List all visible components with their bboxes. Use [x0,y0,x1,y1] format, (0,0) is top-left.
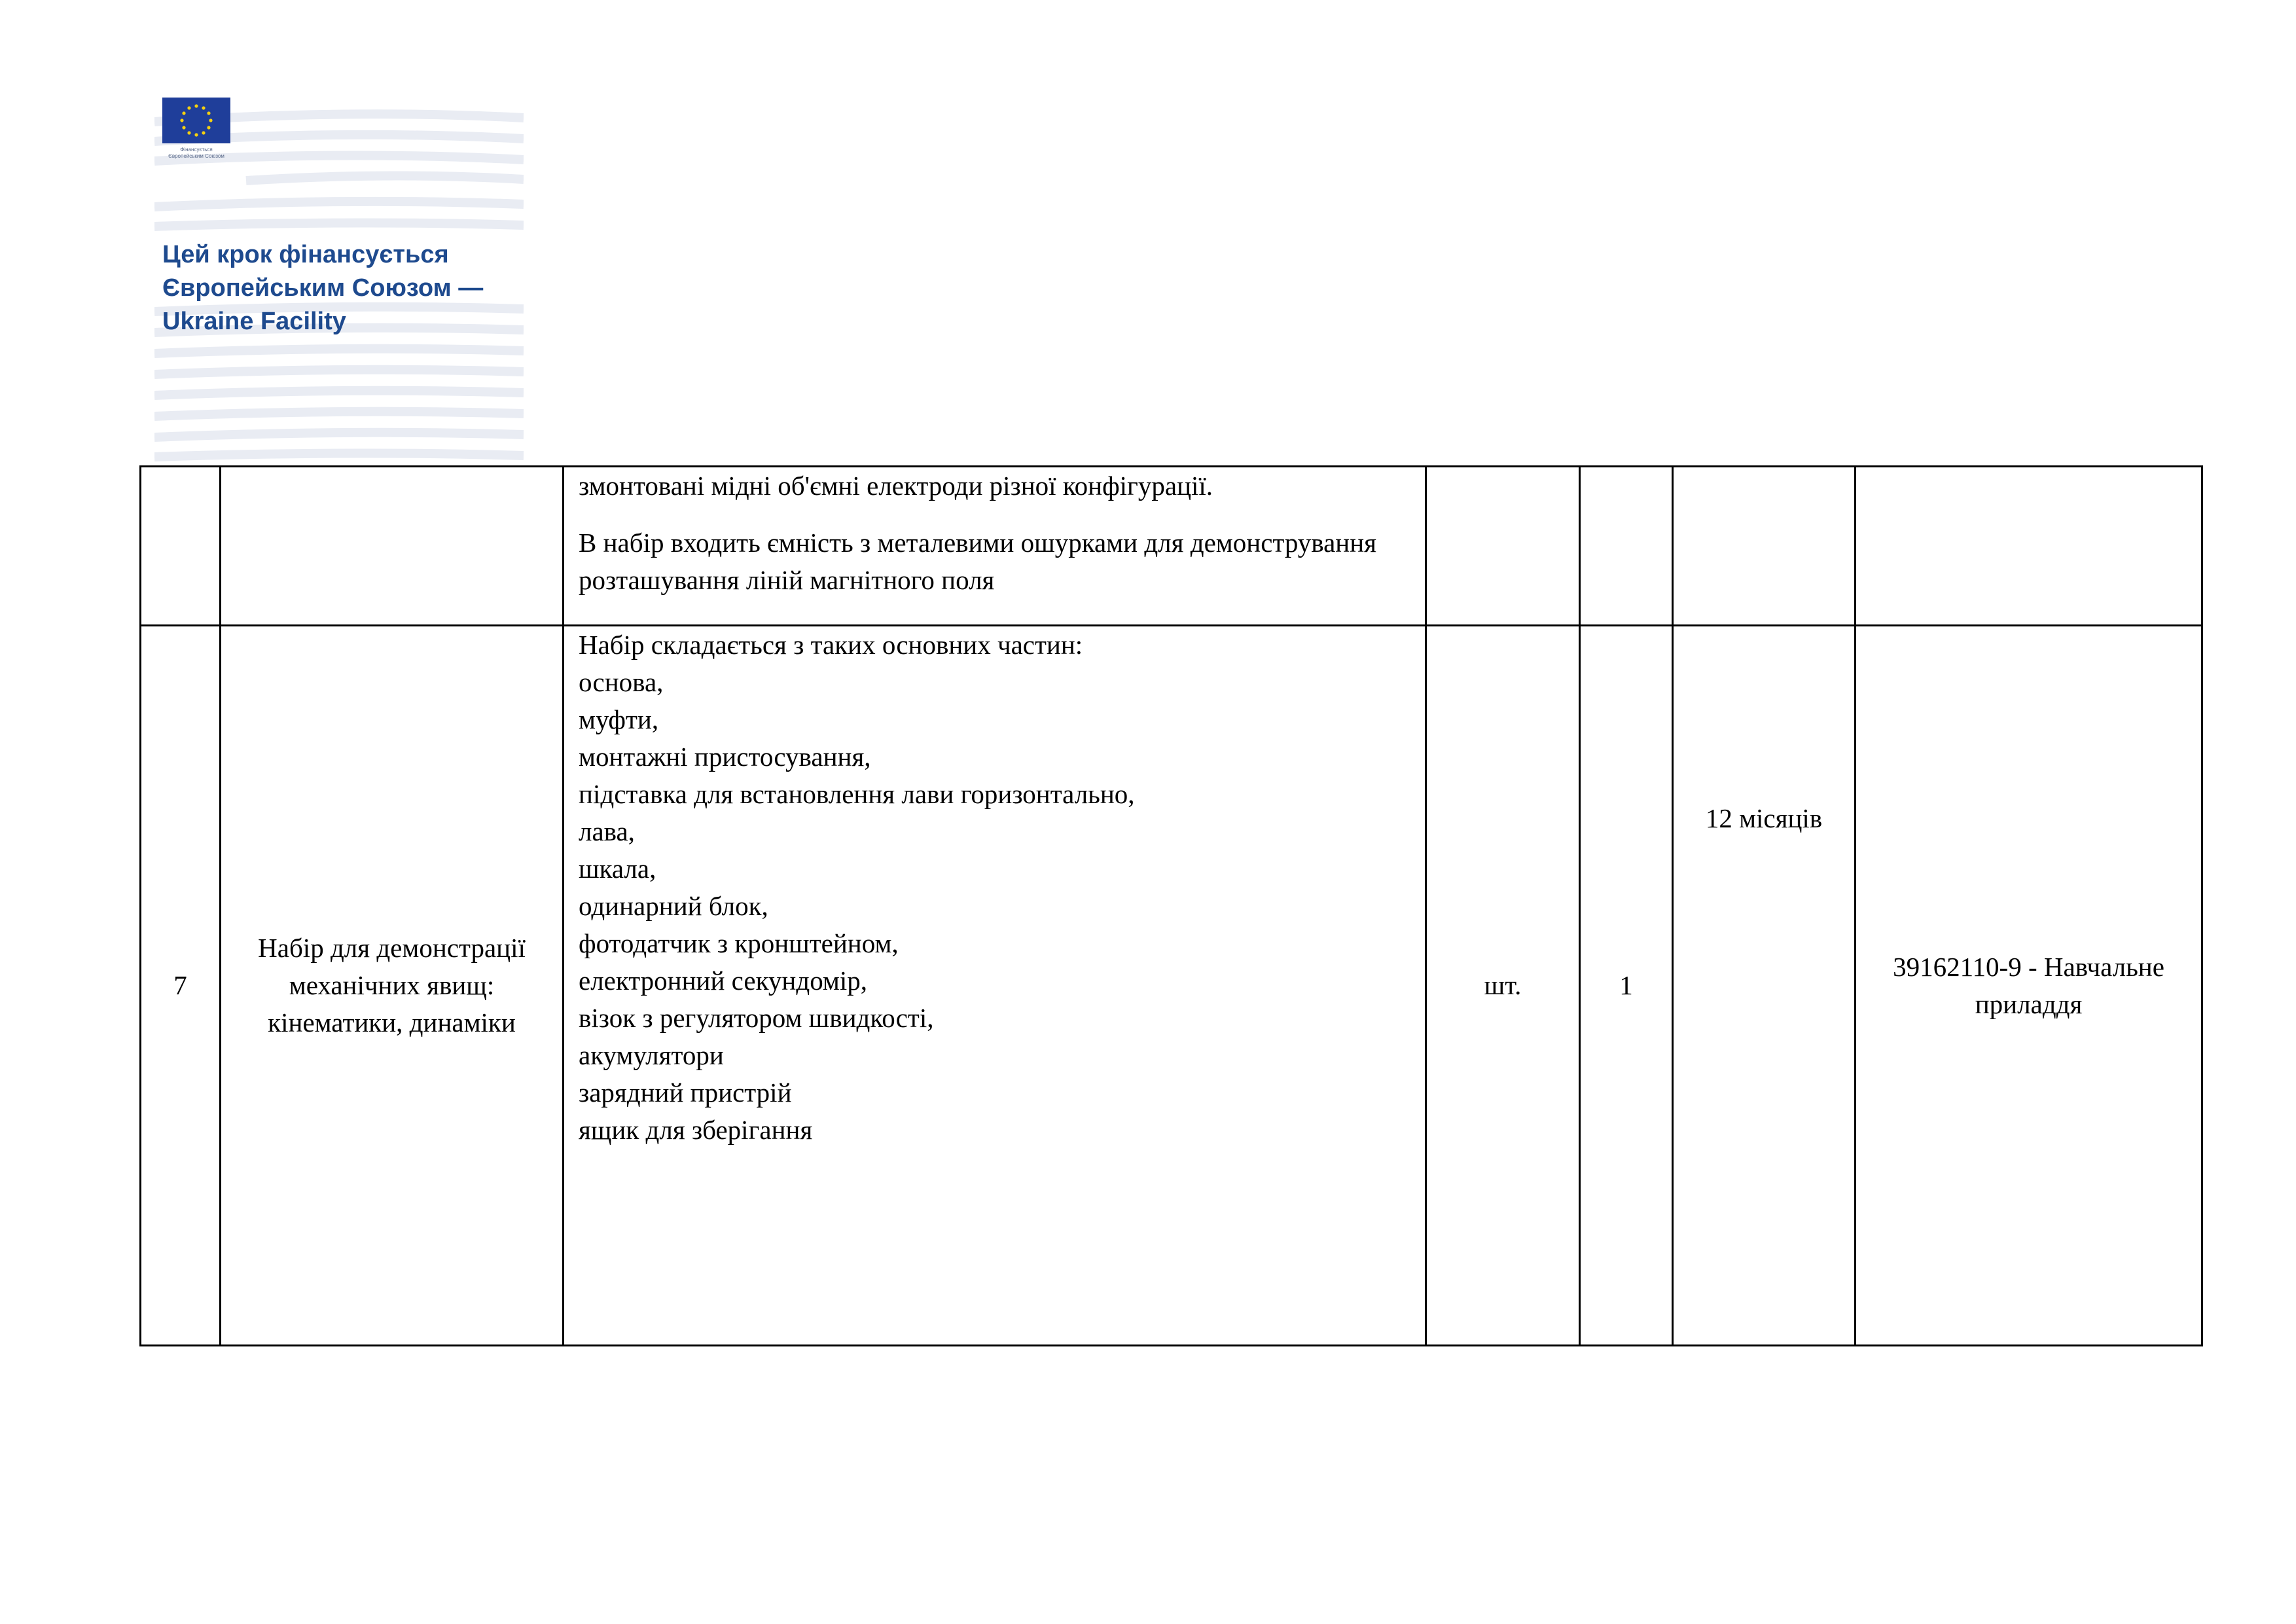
table-row [141,626,2202,1346]
description-line: ящик для зберігання [579,1115,813,1145]
eu-flag-caption: Фінансується Європейським Союзом [168,147,224,159]
description-paragraph: змонтовані мідні об'ємні електроди різної конфігурації. [579,471,1213,501]
description-line: акумулятори [579,1040,724,1070]
description-line: лава, [579,816,635,846]
description-line: підставка для встановлення лави горизонтально, [579,779,1135,809]
eu-funding-banner [154,96,524,462]
cell-number [141,467,221,626]
description-line: Набір складається з таких основних частин: [579,630,1083,660]
cell-name [221,467,564,626]
name-line: механічних явищ: [289,970,495,1000]
description-line: електронний секундомір, [579,965,868,996]
description-line: фотодатчик з кронштейном, [579,928,899,958]
cell-warranty: 12 місяців [1673,626,1856,1346]
cell-cpv [1856,467,2202,626]
banner-title [162,238,516,338]
cell-description [564,626,1426,1346]
cell-quantity [1580,467,1673,626]
cpv-line: 39162110-9 - Навчальне [1893,951,2164,982]
cell-cpv [1856,626,2202,1346]
description-line: зарядний пристрій [579,1077,792,1108]
description-line: візок з регулятором швидкості, [579,1003,934,1033]
description-line: шкала, [579,854,656,884]
description-line: основа, [579,667,664,697]
name-line: кінематики, динаміки [268,1007,516,1038]
cpv-line: приладдя [1975,988,2083,1019]
banner-title-line: Цей крок фінансується [162,241,449,268]
banner-title-line: Ukraine Facility [162,308,346,335]
banner-title-line: Європейським Союзом — [162,274,484,302]
specification-table [139,465,2203,1346]
eu-flag-icon [162,98,230,143]
cell-warranty [1673,467,1856,626]
cell-number: 7 [141,626,221,1346]
cell-unit: шт. [1426,626,1580,1346]
description-paragraph: В набір входить ємність з металевими ошурками для демонстрування розташування ліній магнітного поля [579,528,1377,595]
description-line: одинарний блок, [579,891,768,921]
description-line: монтажні пристосування, [579,742,871,772]
description-line: муфти, [579,704,659,734]
cell-name [221,626,564,1346]
cell-description [564,467,1426,626]
name-line: Набір для демонстрації [258,933,526,963]
cell-unit [1426,467,1580,626]
table-row [141,467,2202,626]
cell-quantity: 1 [1580,626,1673,1346]
